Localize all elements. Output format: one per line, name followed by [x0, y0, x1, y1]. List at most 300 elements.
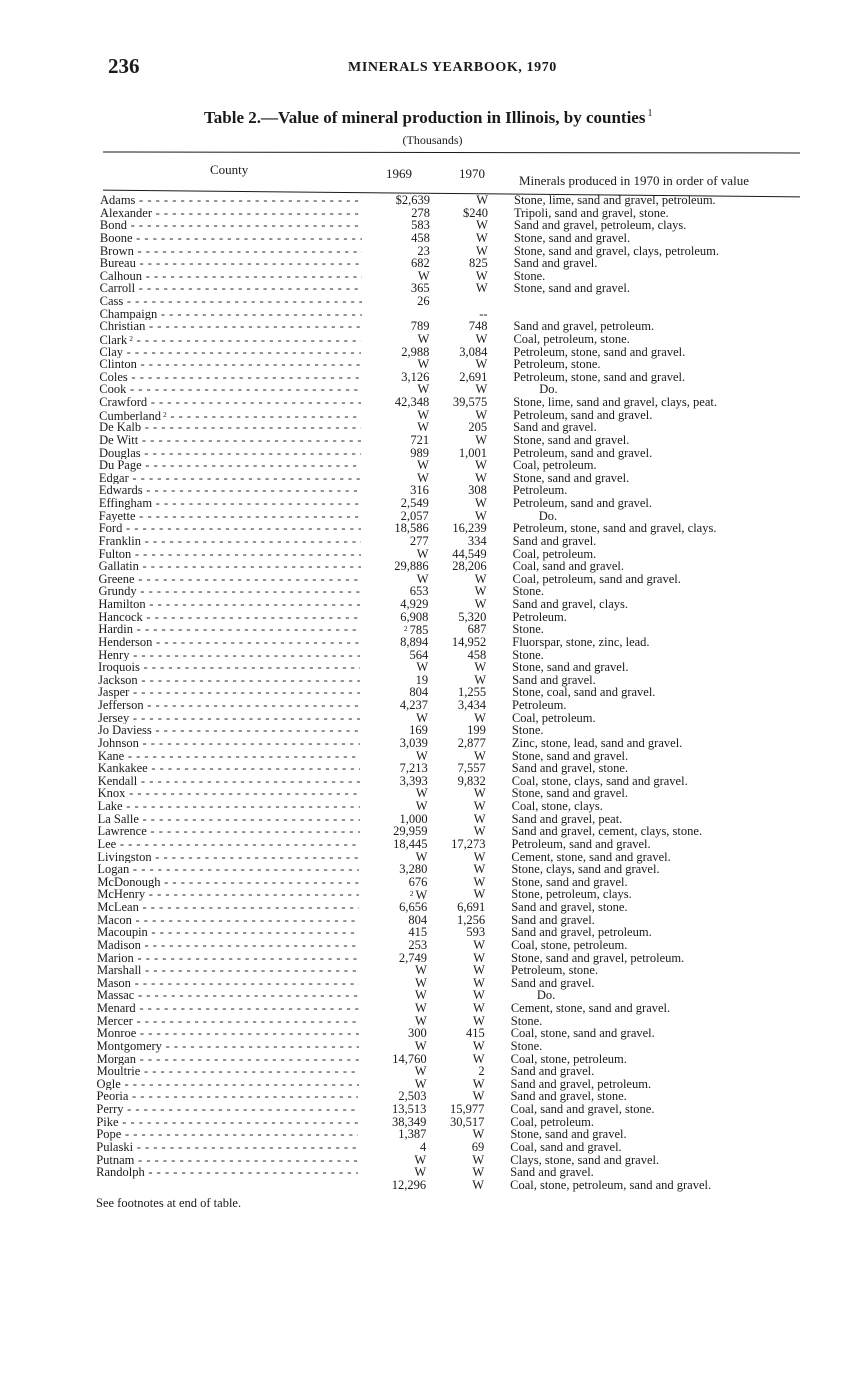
- value-1970: W: [473, 811, 486, 826]
- table-row: [0, 459, 864, 472]
- value-1969-text: 13,513: [392, 1102, 427, 1116]
- county-name: [100, 194, 362, 207]
- minerals-produced: Coal, petroleum.: [511, 710, 596, 725]
- county-name: [96, 1166, 358, 1179]
- table-row: [0, 674, 863, 687]
- county-name-text: Ford: [98, 522, 123, 535]
- minerals-produced: Stone, lime, sand and gravel, clays, peat.: [513, 395, 717, 409]
- value-1969-text: 4,237: [399, 698, 428, 712]
- value-1969-text: W: [415, 988, 427, 1003]
- value-1970: W: [475, 458, 487, 473]
- county-name-text: Gallatin: [98, 560, 139, 573]
- minerals-produced: Petroleum, stone, sand and gravel.: [513, 369, 686, 384]
- value-1969-text: 2,057: [400, 508, 429, 523]
- value-1970: W: [475, 432, 488, 447]
- county-name: [97, 838, 359, 851]
- value-1969-text: W: [414, 1076, 427, 1091]
- county-name: [97, 989, 359, 1002]
- table-row: [0, 724, 863, 737]
- county-name: [99, 510, 361, 523]
- county-name: [99, 383, 361, 396]
- table-row: [0, 484, 864, 497]
- value-1969-text: W: [415, 1001, 427, 1015]
- value-1970: 28,206: [452, 559, 487, 574]
- minerals-produced: Stone, sand and gravel.: [512, 660, 629, 675]
- value-1969-text: W: [416, 710, 428, 725]
- county-name: [99, 396, 361, 409]
- table-row: [0, 219, 865, 232]
- county-name-text: Champaign: [99, 307, 158, 321]
- value-1969-text: W: [417, 331, 430, 346]
- county-name: [100, 282, 362, 295]
- value-1970: W: [473, 799, 486, 813]
- table-row: [0, 1154, 861, 1167]
- county-name-text: Adams: [100, 194, 136, 207]
- minerals-produced: Fluorspar, stone, zinc, lead.: [512, 634, 650, 649]
- county-name-text: Morgan: [96, 1052, 136, 1066]
- value-1970: W: [475, 496, 487, 510]
- table-row: [0, 1166, 861, 1179]
- county-name-text: Effingham: [98, 497, 153, 510]
- county-name: [98, 686, 360, 699]
- value-1970: W: [472, 1152, 485, 1167]
- county-name: [98, 598, 360, 611]
- county-name: [99, 472, 361, 485]
- county-name-text: Menard: [96, 1002, 136, 1015]
- value-1969-text: 804: [408, 912, 428, 927]
- value-footnote-marker: 2: [409, 889, 414, 899]
- county-name: [100, 232, 362, 245]
- value-1969-text: W: [415, 786, 428, 801]
- county-name-text: Pulaski: [96, 1140, 134, 1154]
- value-1969-text: W: [417, 407, 430, 422]
- county-name: [98, 800, 360, 813]
- value-1970: 308: [468, 483, 487, 498]
- value-1969-text: 676: [408, 874, 428, 889]
- minerals-produced: Sand and gravel.: [512, 672, 596, 687]
- minerals-produced: Stone, lime, sand and gravel, petroleum.: [514, 193, 716, 207]
- table-row: [0, 194, 865, 207]
- value-1969-text: 4: [420, 1139, 427, 1154]
- footnote-reference: See footnotes at end of table.: [96, 1196, 242, 1210]
- county-name-text: De Kalb: [99, 421, 142, 434]
- value-1970: W: [472, 1051, 485, 1066]
- value-1969-text: 26: [417, 294, 430, 308]
- county-name-text: Lee: [97, 837, 117, 851]
- value-1970: W: [474, 571, 487, 586]
- minerals-produced: Stone, sand and gravel, petroleum.: [511, 950, 685, 965]
- table-row: [0, 472, 864, 485]
- value-1970: W: [473, 950, 485, 965]
- value-1970: W: [472, 1127, 485, 1142]
- county-name: [99, 535, 361, 548]
- value-1970: 334: [467, 533, 487, 548]
- county-name: [99, 459, 361, 472]
- value-1969-text: 316: [410, 483, 429, 498]
- county-name-text: Knox: [97, 787, 126, 800]
- county-name: [100, 295, 362, 308]
- table-row: [0, 611, 863, 624]
- table-row: [0, 573, 864, 586]
- county-name-text: Pike: [96, 1115, 119, 1129]
- value-1970: W: [472, 1089, 485, 1104]
- table-row: [0, 800, 863, 813]
- table-row: [0, 245, 865, 258]
- county-name-text: Cumberland: [99, 408, 161, 423]
- minerals-produced: Sand and gravel, stone.: [511, 900, 628, 914]
- county-name-text: Bond: [99, 219, 127, 232]
- value-1970: 9,832: [457, 773, 486, 788]
- table-row: [0, 737, 863, 750]
- table-row: [0, 762, 863, 775]
- county-name: [99, 522, 361, 535]
- county-name: [98, 750, 360, 763]
- value-1969-text: 38,349: [391, 1114, 427, 1129]
- county-name-text: Logan: [97, 863, 130, 876]
- county-name-text: Hancock: [98, 610, 143, 624]
- minerals-produced: Clays, stone, sand and gravel.: [510, 1152, 660, 1167]
- minerals-produced: Stone, petroleum, clays.: [511, 887, 632, 902]
- county-name: [97, 888, 359, 901]
- value-1969-text: 3,280: [399, 862, 428, 877]
- table-title-text: Table 2.—Value of mineral production in Illinois, by counties: [204, 108, 646, 127]
- minerals-produced: Stone.: [513, 268, 546, 283]
- value-1969-text: W: [417, 458, 429, 473]
- county-name: [99, 548, 361, 561]
- value-1969-text: W: [416, 546, 429, 561]
- value-1970: 69: [471, 1139, 485, 1154]
- county-name-text: Carroll: [99, 282, 136, 295]
- county-name: [97, 1040, 359, 1053]
- county-name-text: Jo Daviess: [97, 724, 152, 737]
- value-1969-text: W: [414, 1013, 427, 1028]
- minerals-produced: Tripoli, sand and gravel, stone.: [513, 205, 669, 220]
- table-row: [0, 863, 862, 876]
- value-1970: W: [475, 470, 487, 485]
- county-name-text: Franklin: [98, 534, 142, 548]
- table-row: [0, 775, 863, 788]
- minerals-produced: Petroleum, stone.: [513, 357, 601, 372]
- value-1970: W: [474, 672, 487, 687]
- table-row: [0, 308, 865, 321]
- value-1970: 7,557: [457, 761, 486, 776]
- table-row: [0, 1065, 862, 1078]
- county-name: [96, 1141, 358, 1154]
- table-row: [0, 358, 864, 371]
- table-row: [0, 636, 863, 649]
- county-name: [100, 207, 362, 220]
- value-1969-text: W: [417, 420, 430, 435]
- county-name-text: Bureau: [99, 257, 136, 270]
- minerals-produced: Petroleum.: [512, 483, 568, 498]
- county-name: [99, 560, 361, 573]
- county-name: [100, 270, 362, 283]
- county-name-text: Lawrence: [97, 825, 147, 838]
- value-1969-text: 14,760: [392, 1051, 427, 1066]
- minerals-produced: Sand and gravel.: [512, 533, 597, 548]
- value-1969: [348, 611, 428, 624]
- county-name-text: Mercer: [96, 1014, 133, 1028]
- value-1970: W: [475, 407, 488, 422]
- table-row: [0, 1090, 861, 1103]
- table-row: [0, 434, 864, 447]
- minerals-produced: Sand and gravel, peat.: [511, 811, 623, 826]
- value-1970: 205: [468, 420, 488, 435]
- minerals-produced: Stone, sand and gravel.: [510, 1127, 627, 1142]
- value-1970: 1,255: [457, 685, 487, 700]
- county-footnote-marker: 2: [162, 409, 167, 419]
- value-1969-text: W: [414, 1064, 427, 1079]
- county-name-text: Boone: [99, 231, 133, 245]
- value-1969-text: 989: [410, 445, 429, 460]
- table-row: [0, 989, 862, 1002]
- table-row: [0, 952, 862, 965]
- value-1969-text: 8,894: [400, 634, 429, 649]
- minerals-produced: Coal, stone, petroleum.: [510, 1051, 627, 1066]
- county-name: [98, 636, 360, 649]
- value-1969-text: 804: [409, 685, 429, 700]
- county-name-text: Grundy: [98, 585, 137, 598]
- county-name-text: De Witt: [99, 433, 139, 447]
- table-row: [0, 257, 865, 270]
- county-name-text: Cook: [99, 383, 127, 396]
- minerals-produced: Coal, sand and gravel.: [512, 559, 624, 574]
- table-row: [0, 1116, 861, 1129]
- value-1969-text: 29,959: [393, 824, 428, 839]
- table-row: [0, 939, 862, 952]
- column-header-county: County: [210, 162, 249, 177]
- value-1970: 1,001: [458, 445, 487, 460]
- running-head: MINERALS YEARBOOK, 1970: [348, 60, 557, 75]
- county-name: [97, 851, 359, 864]
- value-1969-text: W: [415, 963, 427, 978]
- county-name-text: Calhoun: [99, 269, 143, 283]
- minerals-produced: Sand and gravel.: [513, 420, 597, 435]
- county-name-text: Henderson: [98, 635, 153, 649]
- table-row: [0, 1002, 862, 1015]
- value-1970: W: [473, 937, 486, 952]
- county-name-text: Massac: [96, 989, 135, 1002]
- value-1969: [350, 295, 430, 308]
- table-row: [0, 1141, 861, 1154]
- minerals-produced: Sand and gravel, petroleum, clays.: [513, 218, 687, 233]
- county-name-text: Macon: [97, 913, 132, 927]
- value-1970: W: [474, 597, 487, 611]
- value-1969-text: 6,908: [400, 609, 429, 624]
- minerals-produced: Coal, sand and gravel.: [510, 1139, 622, 1154]
- county-name-text: Madison: [97, 938, 141, 952]
- value-1969-text: 6,656: [399, 900, 428, 914]
- value-1969-text: W: [416, 660, 429, 675]
- value-1970: 748: [468, 319, 488, 334]
- value-1970: $240: [462, 205, 488, 220]
- table-row: [0, 1027, 862, 1040]
- value-1969-text: 564: [409, 647, 429, 662]
- minerals-produced: Petroleum.: [512, 698, 567, 712]
- value-1970: W: [472, 1076, 485, 1091]
- table-subtitle: (Thousands): [402, 133, 463, 147]
- county-name: [97, 1015, 359, 1028]
- value-1970: W: [472, 1165, 485, 1180]
- value-1970: 3,084: [459, 344, 488, 359]
- value-1970: W: [476, 218, 488, 233]
- value-1970: W: [473, 874, 486, 889]
- column-header-minerals: Minerals produced in 1970 in order of value: [519, 173, 749, 188]
- table-body: [0, 194, 865, 1191]
- table-row: [0, 1078, 862, 1091]
- value-1970: W: [473, 824, 486, 839]
- county-name: [97, 863, 359, 876]
- minerals-produced: Petroleum, stone.: [510, 963, 599, 978]
- county-name-text: Peoria: [96, 1090, 129, 1103]
- county-name-text: Jasper: [98, 686, 130, 699]
- minerals-produced: Stone, sand and gravel.: [513, 281, 630, 296]
- value-1970: 2,877: [457, 735, 486, 750]
- value-1970: W: [472, 1177, 485, 1192]
- value-1970: W: [474, 508, 487, 523]
- county-name-text: McHenry: [97, 888, 146, 901]
- county-name: [97, 901, 359, 914]
- county-name: [100, 308, 362, 321]
- county-name-text: Moultrie: [96, 1065, 141, 1078]
- table-row: [0, 409, 864, 422]
- county-name: [98, 825, 360, 838]
- county-name: [99, 358, 361, 371]
- title-footnote-marker: 1: [647, 108, 653, 120]
- table-row: [0, 232, 865, 245]
- value-1970: W: [476, 193, 488, 207]
- value-1970: 687: [467, 622, 487, 637]
- value-1970: W: [473, 849, 486, 864]
- county-name-text: Christian: [99, 320, 146, 333]
- table-row: [0, 661, 863, 674]
- table-row: [0, 421, 864, 434]
- minerals-produced: Stone.: [511, 723, 544, 738]
- minerals-produced: Cement, stone, sand and gravel.: [511, 849, 671, 864]
- value-1969-text: 785: [409, 623, 429, 638]
- county-name-text: McLean: [97, 901, 139, 914]
- value-1970: W: [473, 988, 485, 1003]
- value-1970: W: [472, 1013, 485, 1028]
- table-row: [0, 699, 863, 712]
- value-1969-text: W: [417, 268, 430, 283]
- minerals-produced: Stone, sand and gravel.: [511, 874, 628, 889]
- county-name: [99, 346, 361, 359]
- value-1970: 825: [469, 256, 488, 271]
- value-1970: 39,575: [452, 395, 488, 409]
- value-1969-text: 721: [410, 432, 430, 447]
- table-row: [0, 712, 863, 725]
- minerals-produced: Sand and gravel.: [513, 256, 598, 271]
- county-name: [96, 1128, 358, 1141]
- county-name: [99, 409, 361, 423]
- county-name-text: Jersey: [97, 711, 130, 725]
- table-row: [0, 964, 862, 977]
- value-1969-text: 2,749: [398, 950, 427, 965]
- county-name-text: Clark: [99, 332, 128, 347]
- minerals-produced: Stone.: [510, 1038, 543, 1053]
- value-1969-text: 300: [407, 1026, 427, 1041]
- minerals-produced: Sand and gravel, petroleum.: [510, 1076, 652, 1091]
- county-name: [97, 926, 359, 939]
- value-1970: W: [472, 1038, 485, 1053]
- county-name: [99, 333, 361, 347]
- page-number: 236: [108, 54, 140, 78]
- county-name: [99, 371, 361, 384]
- minerals-produced: Sand and gravel, clays.: [512, 597, 628, 611]
- minerals-produced: Sand and gravel.: [510, 1165, 594, 1180]
- value-1969-text: W: [417, 470, 429, 485]
- table-row: [0, 977, 862, 990]
- minerals-produced: Stone, sand and gravel.: [512, 470, 630, 485]
- minerals-produced: Stone.: [512, 584, 545, 599]
- table-row: [0, 623, 863, 636]
- value-1970: W: [474, 660, 487, 675]
- table-row: [0, 207, 865, 220]
- county-name: [100, 320, 362, 333]
- county-name: [98, 737, 360, 750]
- county-name: [98, 661, 360, 674]
- value-1969: [347, 876, 427, 889]
- value-1970: W: [474, 584, 487, 599]
- county-name-text: Henry: [98, 648, 130, 662]
- county-name-text: Kendall: [97, 774, 138, 788]
- county-name: [97, 914, 359, 927]
- county-name: [99, 497, 361, 510]
- value-1969-text: 3,393: [399, 773, 428, 788]
- value-1969-text: 1,000: [399, 811, 428, 826]
- minerals-produced: Coal, petroleum.: [512, 546, 597, 561]
- value-1970: W: [473, 887, 486, 902]
- county-name: [98, 787, 360, 800]
- value-1969-text: 278: [411, 205, 430, 220]
- county-name: [98, 762, 360, 775]
- table-row: [0, 282, 865, 295]
- county-name: [97, 964, 359, 977]
- table-row: [0, 295, 865, 308]
- table-row: [0, 888, 862, 901]
- county-name-text: Perry: [96, 1103, 124, 1116]
- value-1969-text: $2,639: [395, 193, 430, 207]
- county-name-text: Marshall: [96, 964, 142, 977]
- table-row: [0, 497, 864, 510]
- value-1969: [346, 1128, 426, 1141]
- table-row: [0, 1103, 861, 1116]
- county-name-text: Kane: [97, 749, 125, 763]
- value-1969-text: 12,296: [391, 1177, 427, 1192]
- county-name-text: Brown: [99, 244, 134, 258]
- county-name: [98, 699, 360, 712]
- county-name: [100, 257, 362, 270]
- table-title: [204, 108, 652, 128]
- minerals-produced: Petroleum, sand and gravel.: [512, 496, 653, 510]
- county-name: [100, 219, 362, 232]
- value-1970: 15,977: [450, 1102, 485, 1116]
- value-1970: 199: [467, 723, 486, 738]
- minerals-produced: Coal, petroleum, stone.: [513, 331, 630, 346]
- minerals-produced: Stone, sand and gravel, clays, petroleum.: [513, 243, 719, 258]
- county-name-text: Fayette: [98, 509, 136, 523]
- value-1970: W: [473, 1001, 485, 1015]
- value-1969-text: 3,039: [399, 735, 428, 750]
- value-1969-text: 18,586: [394, 521, 429, 536]
- minerals-produced: Do.: [539, 382, 558, 397]
- county-name: [97, 1053, 359, 1066]
- table-row: [0, 1040, 862, 1053]
- value-1970: 14,952: [451, 634, 487, 649]
- value-1969-text: 415: [408, 925, 428, 940]
- value-1970: W: [476, 230, 488, 245]
